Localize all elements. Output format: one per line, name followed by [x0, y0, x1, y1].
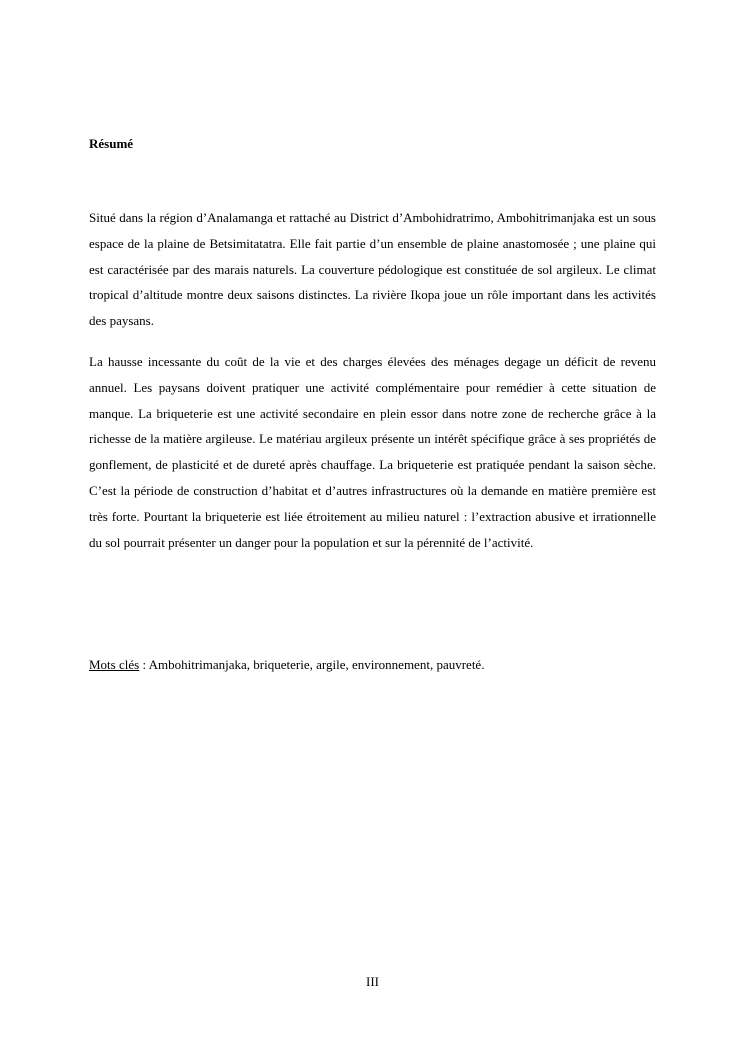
keywords-line — [89, 656, 484, 674]
keywords-label: Mots clés — [89, 657, 140, 672]
page-number: III — [366, 974, 379, 989]
keywords-text: Ambohitrimanjaka, briqueterie, argile, environnement, pauvreté. — [148, 657, 485, 672]
abstract-paragraph-1: Situé dans la région d’Analamanga et rattaché au District d’Ambohidratrimo, Ambohitrimanjaka est un sous espace de la plaine de Betsimitatatra. Elle fait partie d’un ensemble de plaine anastomosée ; une plaine qui est caractérisée par des marais naturels. La couverture pédologique est constituée de sol argileux. Le climat tropical d’altitude montre deux saisons distinctes. La rivière Ikopa joue un rôle important dans les activités des paysans. — [89, 210, 656, 329]
abstract-paragraph-2: La hausse incessante du coût de la vie et des charges élevées des ménages degage un déficit de revenu annuel. Les paysans doivent pratiquer une activité complémentaire pour remédier à cette situation de manque. La briqueterie est une activité secondaire en plein essor dans notre zone de recherche grâce à la richesse de la matière argileuse. Le matériau argileux présente un intérêt spécifique grâce à ses propriétés de gonflement, de plasticité et de dureté après chauffage. La briqueterie est pratiquée pendant la saison sèche. C’est la période de construction d’habitat et d’autres infrastructures où la demande en matière première est très forte. Pourtant la briqueterie est liée étroitement au milieu naturel : l’extraction abusive et irrationnelle du sol pourrait présenter un danger pour la population et sur la pérennité de l’activité. — [89, 354, 656, 550]
keywords-separator: : — [139, 657, 149, 672]
section-heading: Résumé — [89, 136, 134, 151]
